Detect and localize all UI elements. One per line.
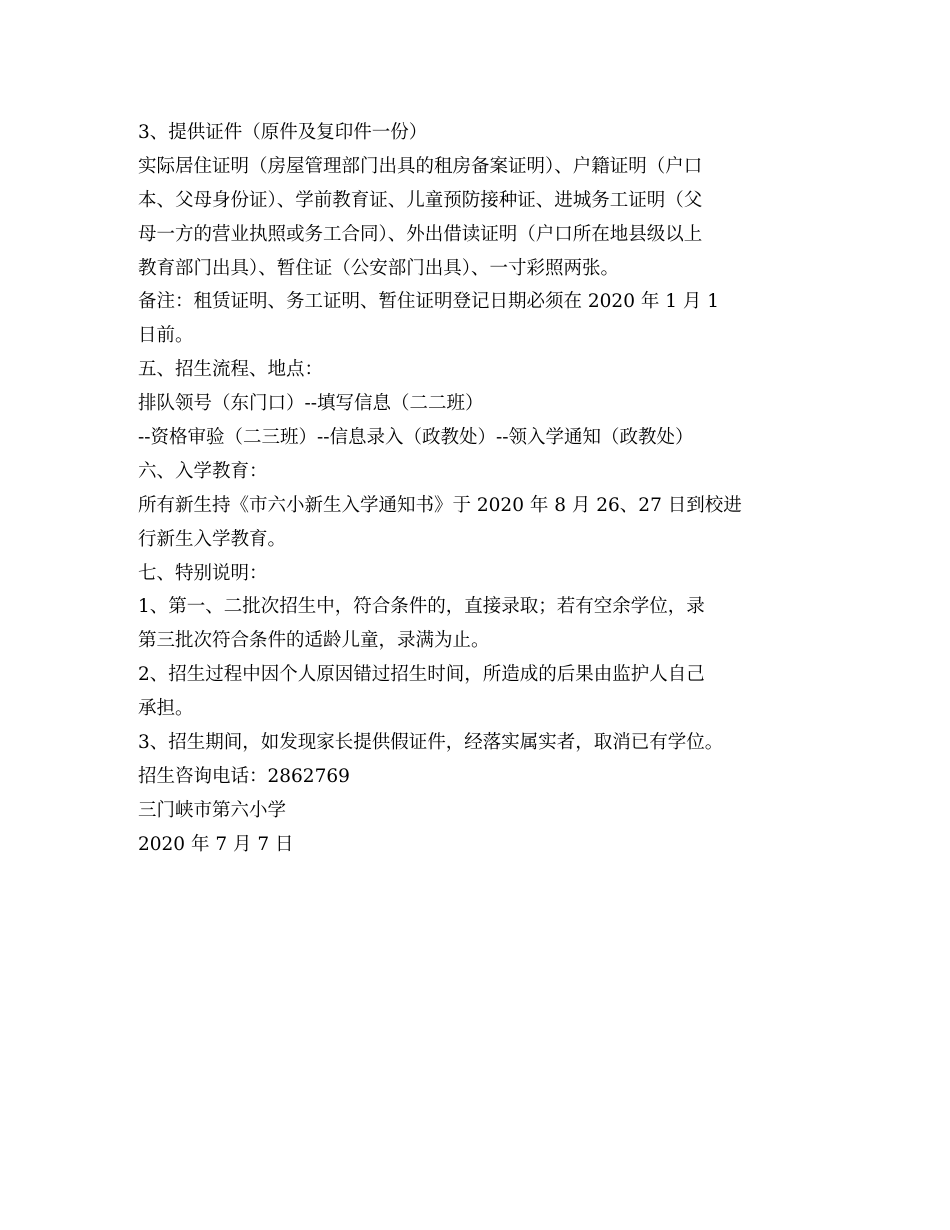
contact-phone: 招生咨询电话：2862769 — [138, 765, 350, 787]
text-line: --资格审验（二三班）--信息录入（政教处）--领入学通知（政教处） — [138, 427, 694, 449]
text-line: 教育部门出具）、暂住证（公安部门出具）、一寸彩照两张。 — [138, 257, 620, 279]
school-signature: 三门峡市第六小学 — [138, 799, 287, 821]
text-line: 本、父母身份证）、学前教育证、儿童预防接种证、进城务工证明（父 — [138, 189, 703, 211]
text-line: 3、招生期间，如发现家长提供假证件，经落实属实者，取消已有学位。 — [138, 732, 724, 754]
document-date: 2020 年 7 月 7 日 — [138, 833, 294, 855]
text-line: 母一方的营业执照或务工合同）、外出借读证明（户口所在地县级以上 — [138, 223, 703, 245]
text-line: 备注：租赁证明、务工证明、暂住证明登记日期必须在 2020 年 1 月 1 — [138, 291, 720, 313]
text-line: 承担。 — [138, 698, 194, 720]
text-line: 2、招生过程中因个人原因错过招生时间，所造成的后果由监护人自己 — [138, 664, 705, 686]
section-heading: 七、特别说明： — [138, 562, 268, 584]
text-line: 1、第一、二批次招生中，符合条件的，直接录取；若有空余学位，录 — [138, 596, 705, 618]
text-line: 日前。 — [138, 325, 194, 347]
section-heading: 五、招生流程、地点： — [138, 359, 324, 381]
text-line: 3、提供证件（原件及复印件一份） — [138, 122, 428, 143]
text-line: 所有新生持《市六小新生入学通知书》于 2020 年 8 月 26、27 日到校进 — [138, 494, 742, 516]
document-body — [138, 116, 813, 862]
text-line: 实际居住证明（房屋管理部门出具的租房备案证明）、户籍证明（户口 — [138, 155, 703, 177]
text-line: 行新生入学教育。 — [138, 528, 287, 550]
section-heading: 六、入学教育： — [138, 460, 268, 482]
text-line: 第三批次符合条件的适龄儿童，录满为止。 — [138, 630, 490, 652]
text-line: 排队领号（东门口）--填写信息（二二班） — [138, 393, 484, 415]
